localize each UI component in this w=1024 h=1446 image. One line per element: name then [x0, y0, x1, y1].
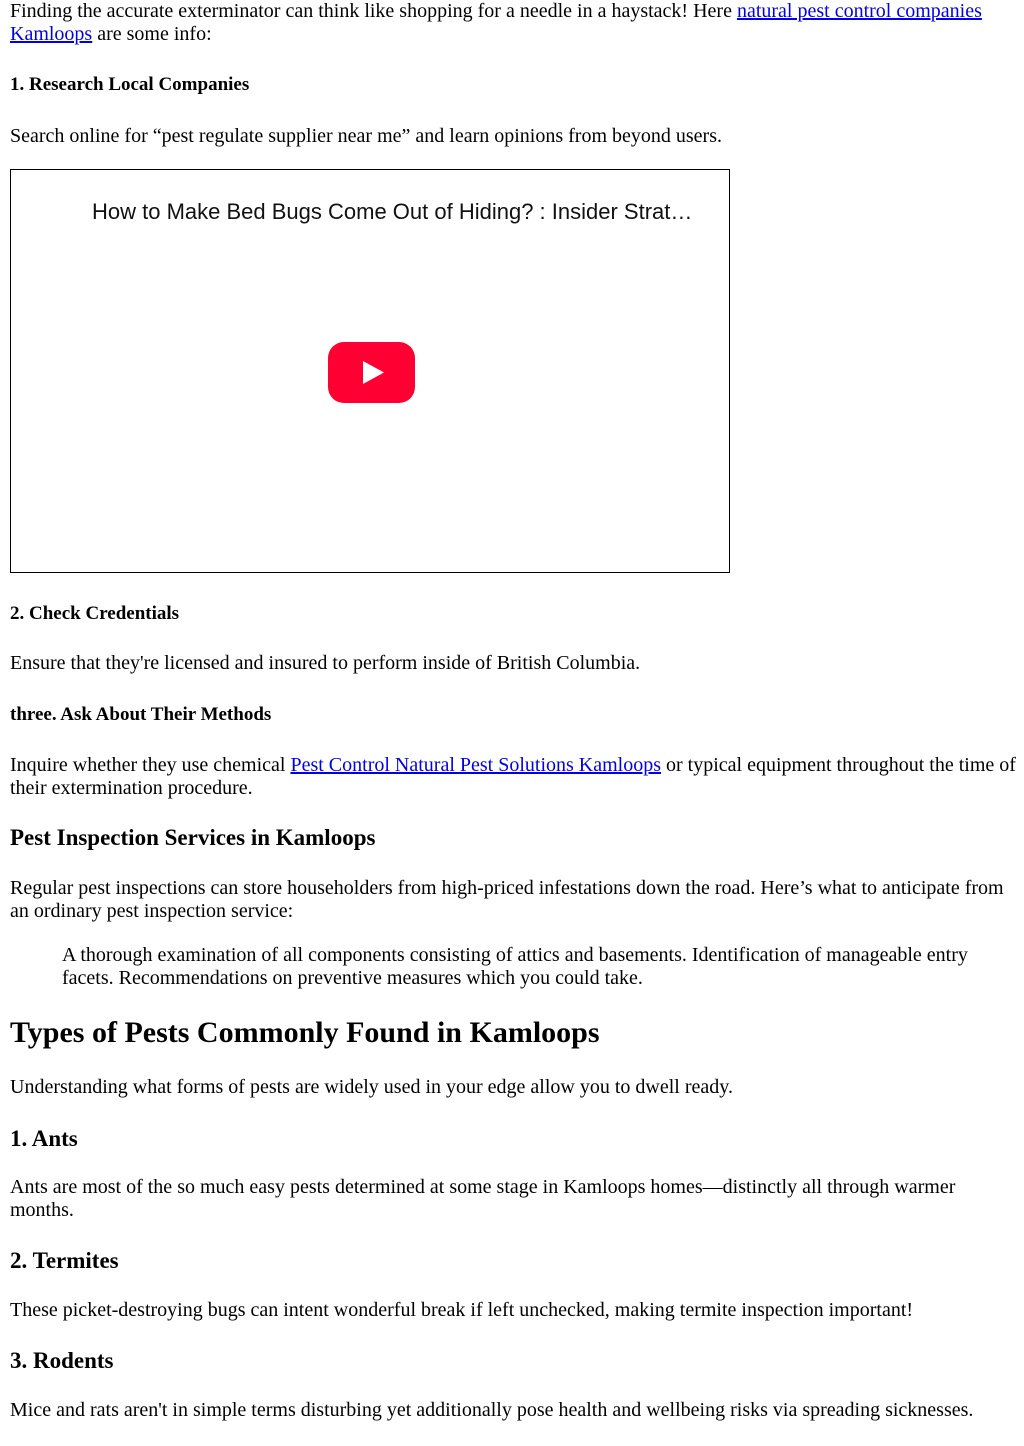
- methods-paragraph: [10, 754, 1016, 800]
- inspection-heading: Pest Inspection Services in Kamloops: [10, 825, 376, 850]
- termites-paragraph: These picket-destroying bugs can intent wonderful break if left unchecked, making termite inspection important!: [10, 1299, 914, 1321]
- methods-text-after: or typical equipment throughout the time of their extermination procedure.: [10, 754, 1016, 799]
- video-embed[interactable]: [10, 169, 730, 573]
- termites-heading: 2. Termites: [10, 1248, 119, 1273]
- methods-heading: three. Ask About Their Methods: [10, 704, 272, 725]
- natural-pest-control-link[interactable]: natural pest control companies Kamloops: [10, 0, 982, 45]
- intro-text-before: Finding the accurate exterminator can think like shopping for a needle in a haystack! Here: [10, 0, 737, 22]
- pest-solutions-link[interactable]: Pest Control Natural Pest Solutions Kamloops: [290, 754, 662, 776]
- credentials-heading: 2. Check Credentials: [10, 603, 180, 624]
- inspection-paragraph: Regular pest inspections can store householders from high-priced infestations down the road. Here’s what to anticipate from an ordinary pest inspection service:: [10, 877, 1004, 922]
- ants-paragraph: Ants are most of the so much easy pests determined at some stage in Kamloops homes—distinctly all through warmer months.: [10, 1176, 956, 1221]
- intro-paragraph: [10, 0, 1016, 46]
- rodents-heading: 3. Rodents: [10, 1348, 114, 1373]
- research-heading: 1. Research Local Companies: [10, 74, 250, 95]
- research-paragraph: Search online for “pest regulate supplier near me” and learn opinions from beyond users.: [10, 125, 722, 147]
- types-paragraph: Understanding what forms of pests are widely used in your edge allow you to dwell ready.: [10, 1076, 733, 1098]
- credentials-paragraph: Ensure that they're licensed and insured to perform inside of British Columbia.: [10, 652, 641, 674]
- video-title[interactable]: How to Make Bed Bugs Come Out of Hiding? : Insider Strat…: [92, 199, 693, 224]
- play-button[interactable]: [328, 342, 415, 403]
- types-heading: Types of Pests Commonly Found in Kamloops: [10, 1016, 600, 1049]
- intro-text-after: are some info:: [92, 23, 212, 45]
- inspection-blockquote: A thorough examination of all components consisting of attics and basements. Identification of manageable entry facets. Recommendations on preventive measures which you could take.: [62, 944, 968, 989]
- ants-heading: 1. Ants: [10, 1126, 78, 1151]
- play-icon: [328, 342, 415, 403]
- methods-text-before: Inquire whether they use chemical: [10, 754, 291, 776]
- rodents-paragraph: Mice and rats aren't in simple terms disturbing yet additionally pose health and wellbeing risks via spreading sicknesses.: [10, 1399, 974, 1421]
